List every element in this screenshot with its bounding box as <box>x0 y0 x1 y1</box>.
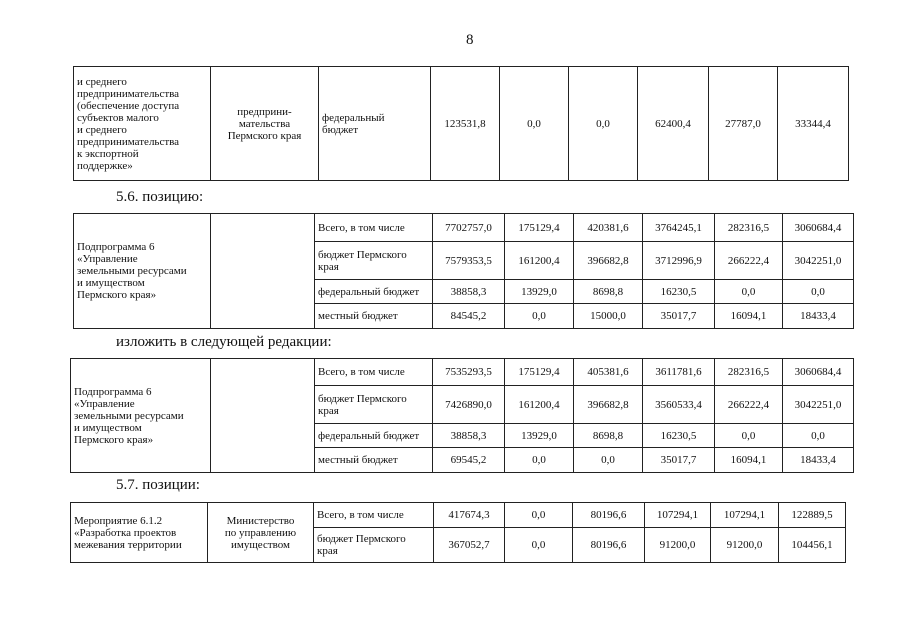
value-cell: 16094,1 <box>715 304 783 329</box>
value-cell: 18433,4 <box>783 448 854 473</box>
value-cell: 266222,4 <box>715 242 783 280</box>
value-cell: 35017,7 <box>643 448 715 473</box>
value-cell: 7426890,0 <box>433 386 505 424</box>
table-row <box>74 67 849 181</box>
value-cell: 13929,0 <box>505 280 574 304</box>
table-measure-6-1-2 <box>70 502 846 563</box>
value-cell: 123531,8 <box>431 67 500 181</box>
value-cell: 420381,6 <box>574 214 643 242</box>
section-heading-5-6: 5.6. позицию: <box>116 189 204 205</box>
value-cell: 8698,8 <box>574 424 643 448</box>
value-cell: 0,0 <box>569 67 638 181</box>
table-row <box>71 359 854 386</box>
table-continuation <box>73 66 849 181</box>
value-cell: 0,0 <box>574 448 643 473</box>
source-label-cell: Всего, в том числе <box>315 359 433 386</box>
value-cell: 27787,0 <box>709 67 778 181</box>
value-cell: 175129,4 <box>505 214 574 242</box>
value-cell: 13929,0 <box>505 424 574 448</box>
value-cell: 282316,5 <box>715 359 783 386</box>
value-cell: 0,0 <box>783 424 854 448</box>
source-label-cell: Всего, в том числе <box>315 214 433 242</box>
value-cell: 396682,8 <box>574 386 643 424</box>
value-cell: 18433,4 <box>783 304 854 329</box>
value-cell: 7702757,0 <box>433 214 505 242</box>
source-label-cell: местный бюджет <box>315 304 433 329</box>
value-cell: 0,0 <box>505 503 573 528</box>
section-heading-5-7: 5.7. позиции: <box>116 477 200 493</box>
source-label-cell: федеральный бюджет <box>315 424 433 448</box>
value-cell: 405381,6 <box>574 359 643 386</box>
table-row <box>71 503 846 528</box>
value-cell: 3042251,0 <box>783 386 854 424</box>
value-cell: 62400,4 <box>638 67 709 181</box>
page-number: 8 <box>466 32 474 48</box>
value-cell: 0,0 <box>783 280 854 304</box>
value-cell: 3042251,0 <box>783 242 854 280</box>
value-cell: 3764245,1 <box>643 214 715 242</box>
value-cell: 3060684,4 <box>783 359 854 386</box>
value-cell: 33344,4 <box>778 67 849 181</box>
value-cell: 7579353,5 <box>433 242 505 280</box>
table-subprogram-6-old <box>73 213 854 329</box>
value-cell: 161200,4 <box>505 242 574 280</box>
value-cell: 16230,5 <box>643 280 715 304</box>
value-cell: 396682,8 <box>574 242 643 280</box>
value-cell: 7535293,5 <box>433 359 505 386</box>
source-label-cell: бюджет Пермского края <box>315 386 433 424</box>
value-cell: 3712996,9 <box>643 242 715 280</box>
value-cell: 3060684,4 <box>783 214 854 242</box>
source-label-cell: Всего, в том числе <box>314 503 434 528</box>
value-cell: 3611781,6 <box>643 359 715 386</box>
value-cell: 38858,3 <box>433 280 505 304</box>
value-cell: 84545,2 <box>433 304 505 329</box>
table-row <box>74 214 854 242</box>
value-cell: 417674,3 <box>434 503 505 528</box>
value-cell: 0,0 <box>715 280 783 304</box>
source-label-cell: бюджет Пермского края <box>315 242 433 280</box>
value-cell: 69545,2 <box>433 448 505 473</box>
value-cell: 16230,5 <box>643 424 715 448</box>
value-cell: 91200,0 <box>645 528 711 563</box>
value-cell: 0,0 <box>715 424 783 448</box>
value-cell: 80196,6 <box>573 528 645 563</box>
value-cell: 282316,5 <box>715 214 783 242</box>
value-cell: 107294,1 <box>711 503 779 528</box>
value-cell: 91200,0 <box>711 528 779 563</box>
value-cell: 16094,1 <box>715 448 783 473</box>
value-cell: 104456,1 <box>779 528 846 563</box>
value-cell: 367052,7 <box>434 528 505 563</box>
value-cell: 0,0 <box>500 67 569 181</box>
value-cell: 175129,4 <box>505 359 574 386</box>
executor-cell <box>211 214 315 329</box>
program-name-cell: Мероприятие 6.1.2 «Разработка проектов межевания территории <box>71 503 208 563</box>
value-cell: 0,0 <box>505 304 574 329</box>
value-cell: 80196,6 <box>573 503 645 528</box>
value-cell: 122889,5 <box>779 503 846 528</box>
value-cell: 161200,4 <box>505 386 574 424</box>
value-cell: 0,0 <box>505 448 574 473</box>
source-label-cell: федеральный бюджет <box>319 67 431 181</box>
value-cell: 107294,1 <box>645 503 711 528</box>
value-cell: 8698,8 <box>574 280 643 304</box>
value-cell: 15000,0 <box>574 304 643 329</box>
value-cell: 0,0 <box>505 528 573 563</box>
program-name-cell: Подпрограмма 6 «Управление земельными ресурсами и имуществом Пермского края» <box>74 214 211 329</box>
source-label-cell: бюджет Пермского края <box>314 528 434 563</box>
section-heading-new-edition: изложить в следующей редакции: <box>116 334 332 350</box>
value-cell: 3560533,4 <box>643 386 715 424</box>
value-cell: 266222,4 <box>715 386 783 424</box>
value-cell: 38858,3 <box>433 424 505 448</box>
source-label-cell: местный бюджет <box>315 448 433 473</box>
executor-cell <box>211 359 315 473</box>
program-name-cell: и среднего предпринимательства (обеспечение доступа субъектов малого и среднего предпринимательства к экспортной поддержке» <box>74 67 211 181</box>
executor-cell: предприни- мательства Пермского края <box>211 67 319 181</box>
program-name-cell: Подпрограмма 6 «Управление земельными ресурсами и имуществом Пермского края» <box>71 359 211 473</box>
executor-cell: Министерство по управлению имуществом <box>208 503 314 563</box>
value-cell: 35017,7 <box>643 304 715 329</box>
table-subprogram-6-new <box>70 358 854 473</box>
source-label-cell: федеральный бюджет <box>315 280 433 304</box>
